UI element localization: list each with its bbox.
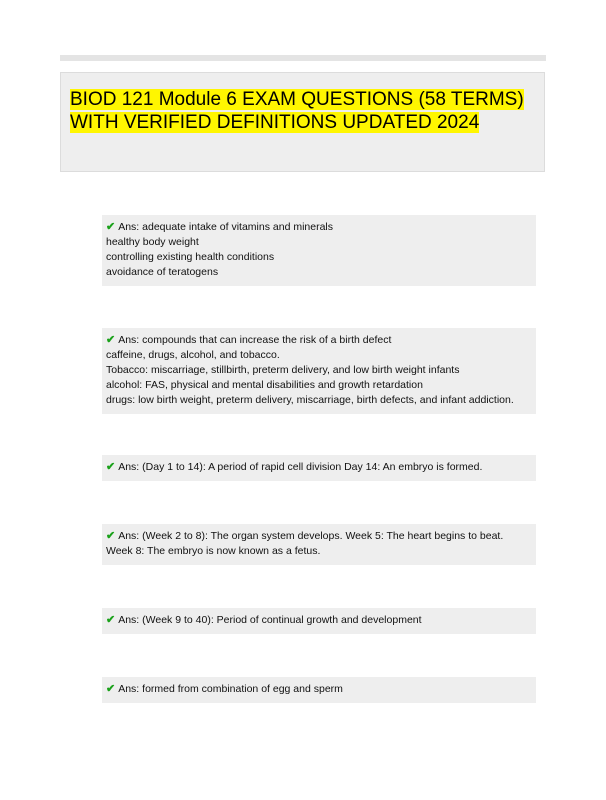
answer-line: caffeine, drugs, alcohol, and tobacco. [106, 349, 280, 361]
answer-line: Week 8: The embryo is now known as a fetus. [106, 545, 321, 557]
header-rule [60, 55, 546, 61]
footer-site-name: ExamStation.com [58, 766, 142, 777]
answer-line: ✔ Ans: (Day 1 to 14): A period of rapid cell division Day 14: An embryo is formed. [106, 461, 483, 473]
answer-line: drugs: low birth weight, preterm delivery, miscarriage, birth defects, and infant addiction. [106, 394, 514, 406]
answer-line: ✔ Ans: formed from combination of egg and sperm [106, 683, 343, 695]
answer-line: alcohol: FAS, physical and mental disabilities and growth retardation [106, 379, 423, 391]
checkmark-icon: ✔ [106, 461, 116, 473]
answer-block-4 [102, 524, 536, 565]
answer-line: avoidance of teratogens [106, 266, 219, 278]
answer-line: ✔ Ans: (Week 9 to 40): Period of continual growth and development [106, 614, 422, 626]
footer-page-number: Page 1 of 13 [488, 766, 547, 777]
checkmark-icon: ✔ [106, 683, 116, 695]
answer-block-2 [102, 328, 536, 414]
answer-line: ✔ Ans: adequate intake of vitamins and minerals [106, 221, 334, 233]
answer-line: ✔ Ans: compounds that can increase the risk of a birth defect [106, 334, 392, 346]
answer-block-5 [102, 608, 536, 634]
answer-block-6 [102, 677, 536, 703]
checkmark-icon: ✔ [106, 334, 116, 346]
answer-line: controlling existing health conditions [106, 251, 275, 263]
answer-line: Tobacco: miscarriage, stillbirth, preterm delivery, and low birth weight infants [106, 364, 460, 376]
answer-line: healthy body weight [106, 236, 199, 248]
answer-line: ✔ Ans: (Week 2 to 8): The organ system develops. Week 5: The heart begins to beat. [106, 530, 504, 542]
checkmark-icon: ✔ [106, 221, 116, 233]
checkmark-icon: ✔ [106, 614, 116, 626]
answer-block-1 [102, 215, 536, 286]
answer-block-3 [102, 455, 536, 481]
checkmark-icon: ✔ [106, 530, 116, 542]
document-title: BIOD 121 Module 6 EXAM QUESTIONS (58 TERMS) WITH VERIFIED DEFINITIONS UPDATED 2024 [70, 89, 524, 133]
